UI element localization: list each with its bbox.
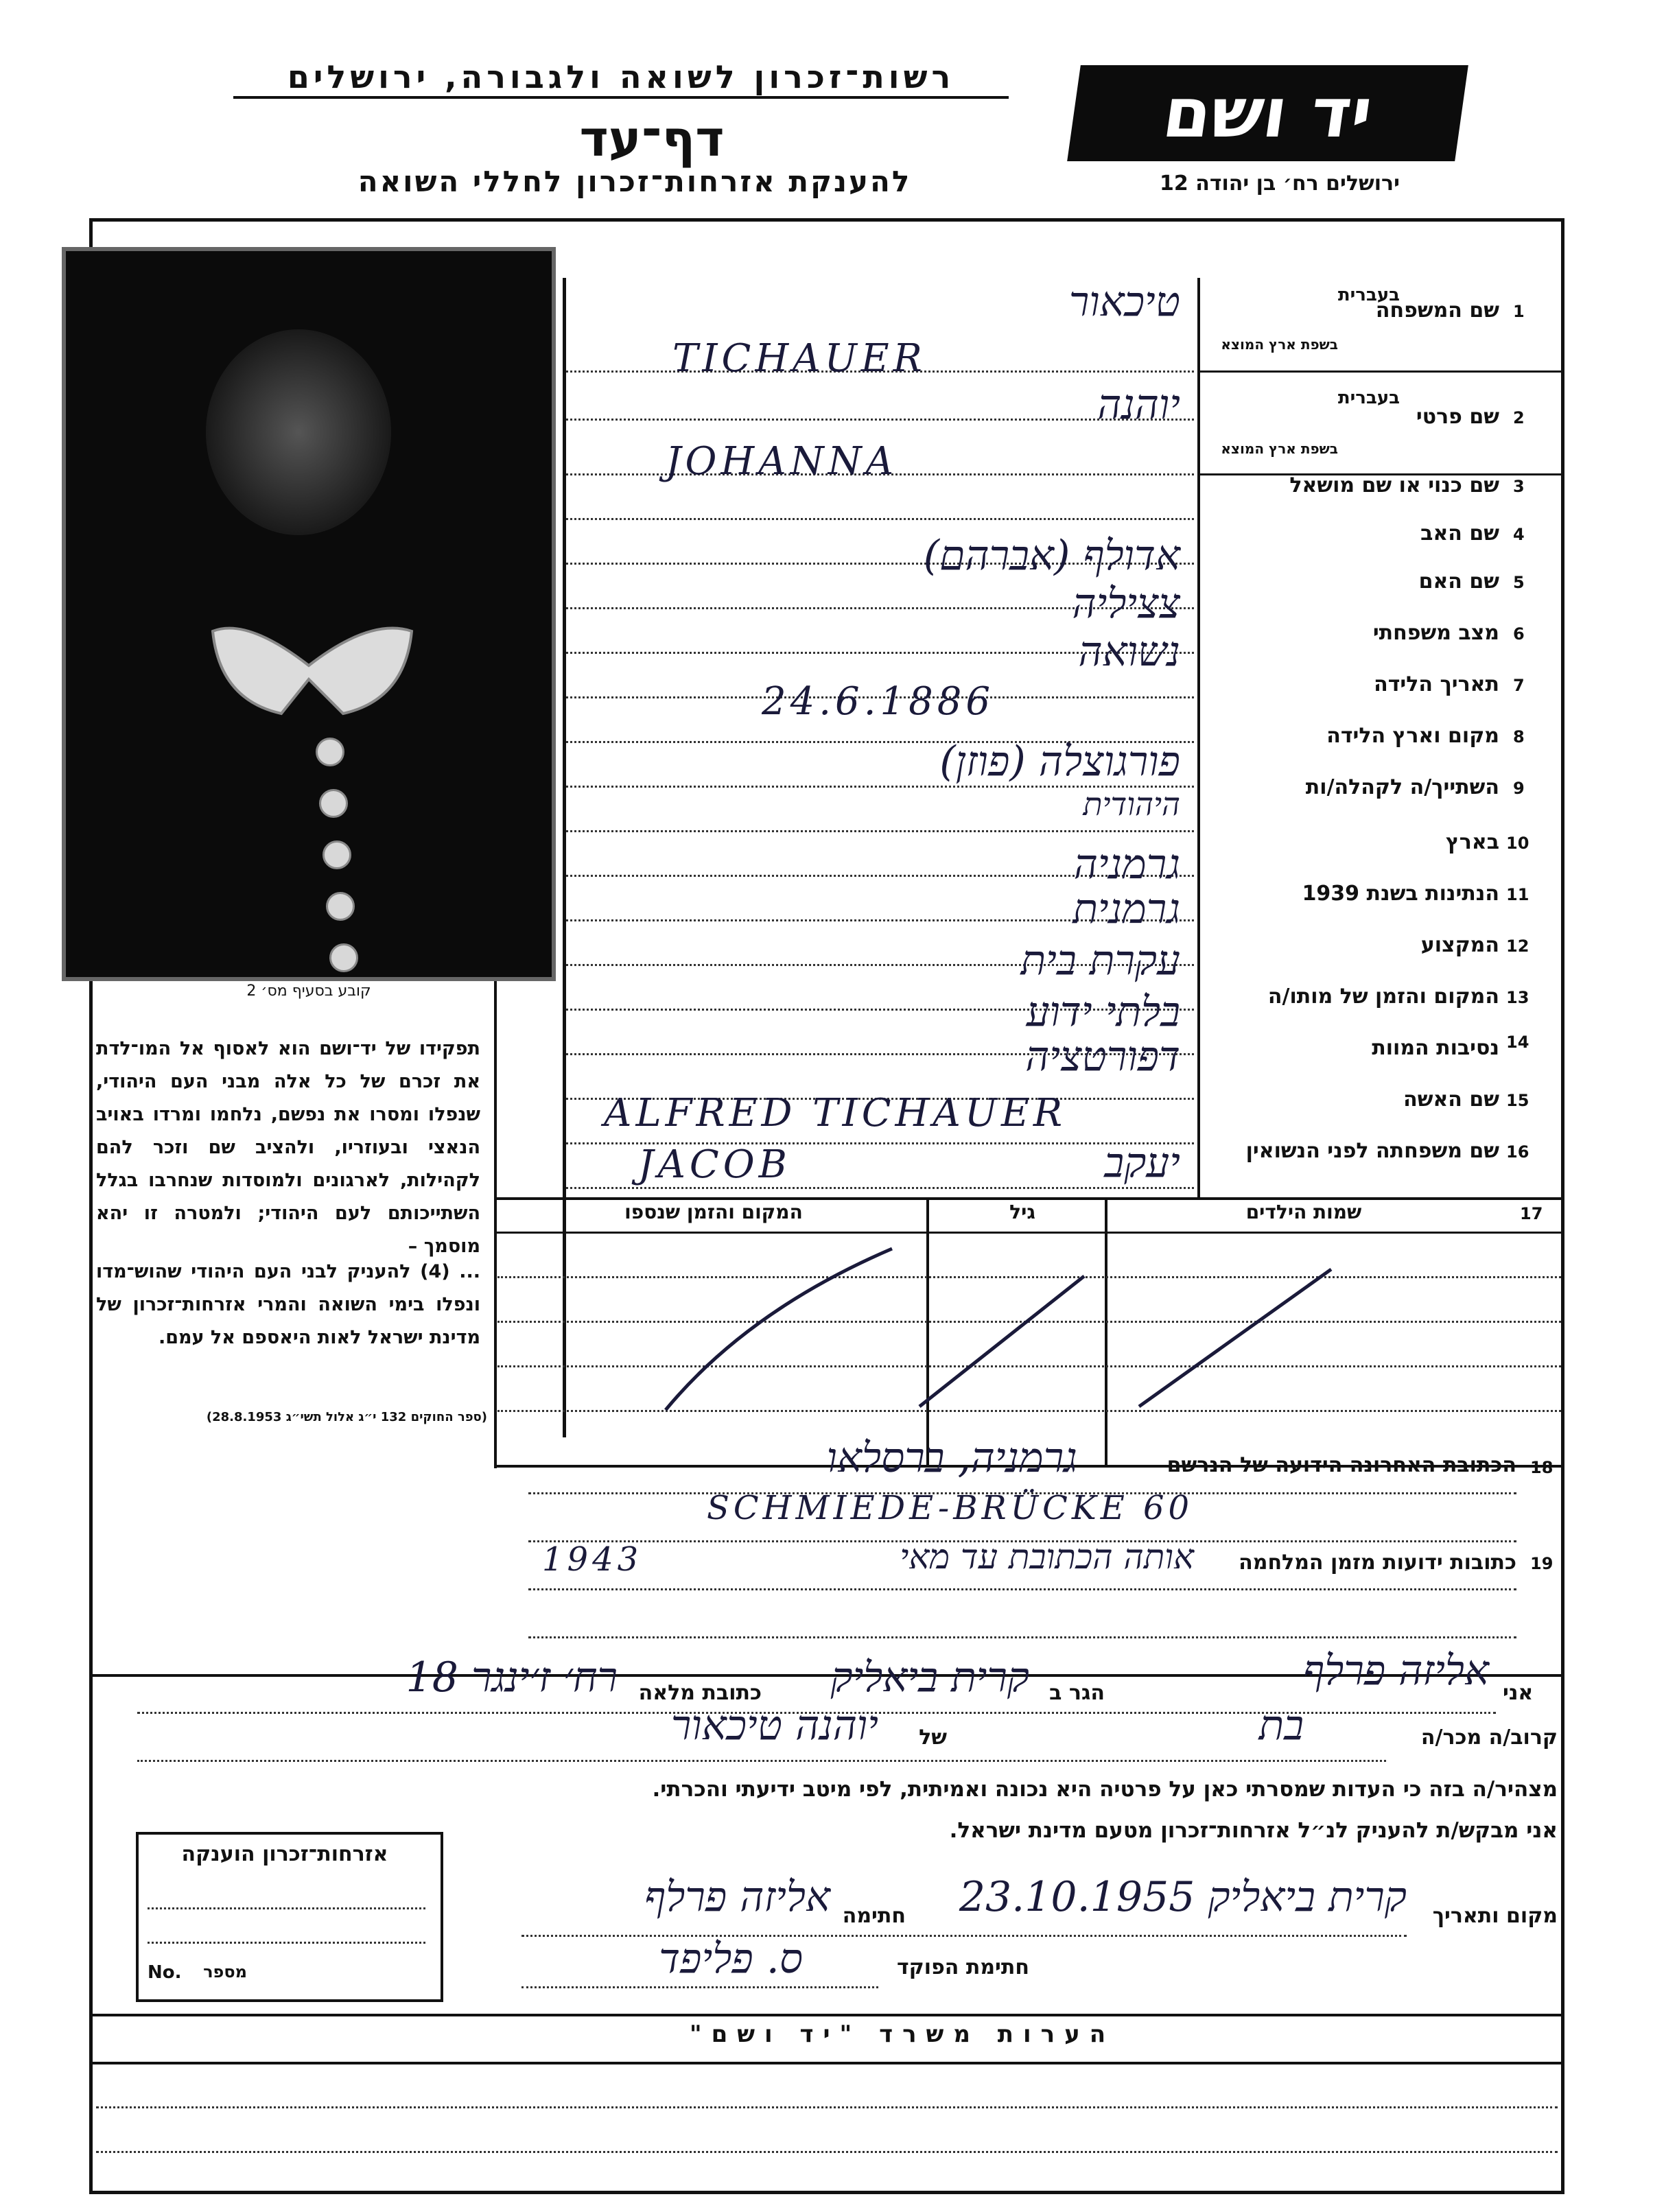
- label-i: אני: [1503, 1681, 1534, 1705]
- yad-vashem-logo: יד ושם: [1067, 65, 1468, 161]
- field-number: 5: [1513, 573, 1525, 592]
- dotted-line: [137, 1760, 1386, 1762]
- remarks-top-border: [89, 2014, 1564, 2016]
- field-number: 19: [1530, 1554, 1554, 1573]
- label-officer-signature: חתימת הפוקד: [897, 1955, 1029, 1979]
- field-sub-origin-lang: בשפת ארץ המוצא: [1221, 440, 1338, 457]
- organization-underline: [233, 96, 1009, 99]
- dotted-line: [148, 1942, 425, 1944]
- value-declarant-name: אליזה פרלף: [1303, 1647, 1489, 1695]
- value-mother-name: צציליה: [1072, 580, 1180, 628]
- value-war-address-year: 1943: [542, 1540, 643, 1579]
- dotted-line: [528, 1492, 1516, 1494]
- value-relation: בת: [1258, 1702, 1304, 1750]
- field-number: 8: [1513, 727, 1525, 746]
- value-death-place-time: בלתי ידוע: [1026, 988, 1180, 1036]
- dotted-line: [521, 1986, 878, 1988]
- stamp-box-number-label: מספר: [203, 1962, 247, 1981]
- field-number: 10: [1506, 834, 1529, 853]
- field-number: 6: [1513, 624, 1525, 644]
- field-number: 16: [1506, 1142, 1529, 1162]
- value-maiden-name-hebrew: יעקב: [1104, 1139, 1180, 1187]
- field-label-death-circumstances: נסיבות המוות: [1372, 1036, 1499, 1060]
- field-label-death-place-time: המקום והזמן של מותו/ה: [1267, 985, 1499, 1009]
- label-column-divider: [1197, 278, 1200, 1197]
- label-place-date: מקום ותאריך: [1432, 1904, 1558, 1928]
- portrait-button: [323, 840, 351, 869]
- value-officer-signature: ס. פליפד: [659, 1935, 803, 1983]
- label-signature: חתימה: [842, 1904, 906, 1928]
- organization-name: רשות־זכרון לשואה ולגבורה, ירושלים: [287, 58, 955, 95]
- field-number: 15: [1506, 1091, 1529, 1110]
- dotted-line: [528, 1636, 1516, 1638]
- value-birth-date: 24.6.1886: [762, 679, 995, 724]
- value-first-name-hebrew: יוהנה: [1097, 381, 1180, 429]
- field-number: 9: [1513, 779, 1525, 798]
- photo-caption: קובע בסעיף מס׳ 2: [246, 983, 371, 1000]
- label-relative: קרוב/ה מכר/ה: [1420, 1726, 1558, 1750]
- children-col-names: שמות הילדים: [1245, 1201, 1362, 1223]
- dotted-line: [566, 518, 1194, 520]
- children-col-place: המקום והזמן שנספו: [624, 1201, 803, 1223]
- dotted-line: [96, 2151, 1558, 2153]
- value-birth-place: פורגוצלה (פוזן): [939, 738, 1180, 786]
- form-subtitle: להענקת אזרחות־זכרון לחללי השואה: [357, 165, 912, 198]
- top-border: [89, 218, 1564, 222]
- dotted-line: [148, 1907, 425, 1909]
- declaration-statement: מצהיר/ה בזה כי העדות שמסרתי כאן על פרטיה היא נכונה ואמיתית, לפי מיטב ידיעתי והכרתי.: [652, 1777, 1558, 1802]
- field-label-spouse-name: שם האשה: [1403, 1087, 1499, 1111]
- value-death-circumstances: דפורטציה: [1025, 1033, 1180, 1081]
- field-number: 14: [1506, 1033, 1529, 1052]
- field-number: 2: [1513, 408, 1525, 427]
- value-nationality-1939: גרמנית: [1072, 885, 1180, 933]
- portrait-button: [316, 738, 344, 766]
- field-number: 4: [1513, 525, 1525, 544]
- label-full-address: כתובת מלאה: [638, 1681, 762, 1705]
- field-number: 1: [1513, 302, 1525, 321]
- label-last-address: הכתובת האחרונה הידועה של הנרשם: [1167, 1453, 1516, 1477]
- field-label-country: בארץ: [1445, 830, 1499, 854]
- value-spouse-name: ALFRED TICHAUER: [604, 1091, 1067, 1136]
- field-label-maiden-name: שם משפחתה לפני הנשואין: [1245, 1139, 1499, 1163]
- side-note-border: [494, 974, 497, 1468]
- stamp-box-no-label: No.: [148, 1962, 182, 1983]
- portrait-button: [319, 789, 348, 818]
- value-profession: עקרת בית: [1020, 937, 1180, 985]
- field-label-family-name: שם המשפחה: [1375, 298, 1499, 322]
- organization-address: ירושלים רח׳ בן יהודה 12: [1160, 172, 1400, 196]
- field-label-mother-name: שם האם: [1418, 569, 1499, 593]
- children-col-age: גיל: [1009, 1201, 1035, 1223]
- value-country: גרמניה: [1073, 840, 1180, 889]
- field-sub-hebrew: בעברית: [1337, 285, 1400, 305]
- side-note-clause: ... (4) להעניק לבני העם היהודי שהוש־מדו ונפלו בימי השואה והמרי אזרחות־זכרון של מדינת ישראל לאות היאספם אל עמם.: [96, 1261, 480, 1348]
- value-war-address: אותה הכתובת עד מאי: [900, 1537, 1194, 1577]
- field-label-birth-date: תאריך הלידה: [1374, 672, 1499, 696]
- stamp-box-title: אזרחות־זכרון הוענקה: [181, 1842, 388, 1866]
- field-label-community: השתייך/ה לקהלה/ות: [1305, 775, 1499, 799]
- value-signature: אליזה פרלף: [644, 1873, 830, 1921]
- portrait-collar: [206, 617, 419, 720]
- right-border: [1561, 218, 1564, 2194]
- field-number: 11: [1506, 885, 1529, 904]
- dotted-line: [96, 2106, 1558, 2108]
- children-top-border: [494, 1197, 1564, 1200]
- portrait-button: [326, 892, 355, 921]
- field-label-birth-place: מקום וארץ הלידה: [1326, 724, 1499, 748]
- label-of: של: [919, 1726, 947, 1750]
- value-family-name-hebrew: טיכאור: [1068, 278, 1180, 326]
- field-number: 17: [1520, 1204, 1543, 1223]
- value-declarant-address: רח׳ ז׳ינגר 18: [406, 1654, 618, 1702]
- side-note-mission: תפקידו של יד־ושם הוא לאסוף אל המו־לדת את זכרם של כל אלה מבני העם היהודי, שנפלו ומסרו את נפשם, נלחמו ומרדו באויב הנאצי ובעוזריו, ולהציב שם וזכר להם לקהילות, לארגונים ולמוסדות שנחרבו בגלל השתייכותם לעם היהודי; ולמטרה זו יהא מוסמך –: [96, 1038, 480, 1257]
- value-maiden-name-latin: JACOB: [638, 1142, 791, 1187]
- dotted-line: [528, 1588, 1516, 1590]
- declaration-request: אני מבקש/ת להעניק לנ״ל אזרחות־זכרון מטעם מדינת ישראל.: [949, 1818, 1558, 1843]
- form-title: דף־עד: [579, 110, 725, 167]
- row-divider: [1197, 370, 1561, 373]
- children-strike-lines: [645, 1235, 1468, 1420]
- field-label-father-name: שם האב: [1420, 521, 1499, 545]
- field-label-first-name: שם פרטי: [1416, 405, 1499, 429]
- value-community: היהודית: [1083, 786, 1180, 823]
- dotted-line: [566, 1187, 1194, 1189]
- children-header-border: [494, 1232, 1564, 1234]
- value-family-name-latin: TICHAUER: [672, 336, 926, 381]
- field-label-nationality-1939: הנתינות בשנת 1939: [1302, 882, 1499, 906]
- value-of-name: יוהנה טיכאור: [670, 1702, 878, 1750]
- remarks-title: הערות משרד "יד ושם": [689, 2021, 1116, 2048]
- value-first-name-latin: JOHANNA: [666, 439, 898, 484]
- label-column-left-border: [563, 278, 566, 1437]
- field-number: 18: [1530, 1458, 1554, 1477]
- remarks-header-border: [89, 2062, 1564, 2064]
- value-last-address: גרמניה, ברסלאו: [826, 1434, 1077, 1482]
- value-declarant-city: קרית ביאליק: [830, 1654, 1029, 1702]
- label-war-addresses: כתובות ידועות מזמן המלחמה: [1239, 1551, 1516, 1575]
- field-number: 7: [1513, 676, 1525, 695]
- portrait-button: [329, 943, 358, 972]
- value-last-address-street: SCHMIEDE-BRÜCKE 60: [707, 1489, 1194, 1527]
- field-sub-hebrew: בעברית: [1337, 388, 1400, 408]
- field-sub-origin-lang: בשפת ארץ המוצא: [1221, 336, 1338, 353]
- portrait-face: [206, 329, 391, 535]
- field-label-profession: המקצוע: [1420, 933, 1499, 957]
- dotted-line: [566, 830, 1194, 832]
- field-label-marital-status: מצב משפחתי: [1372, 621, 1499, 645]
- bottom-border: [89, 2191, 1564, 2194]
- field-label-nickname: שם כנוי או שם מושאל: [1289, 473, 1499, 497]
- field-number: 3: [1513, 477, 1525, 496]
- field-number: 12: [1506, 937, 1529, 956]
- label-resides-in: הגר ב: [1049, 1681, 1105, 1705]
- field-number: 13: [1506, 988, 1529, 1007]
- value-place-date: קרית ביאליק 23.10.1955: [959, 1873, 1407, 1921]
- side-note-source: (ספר החוקים 132 י״ג אלול תשי״ג 28.8.1953): [206, 1410, 487, 1424]
- value-marital-status: נשואה: [1078, 628, 1180, 676]
- value-father-name: אדולף (אברהם): [923, 532, 1180, 580]
